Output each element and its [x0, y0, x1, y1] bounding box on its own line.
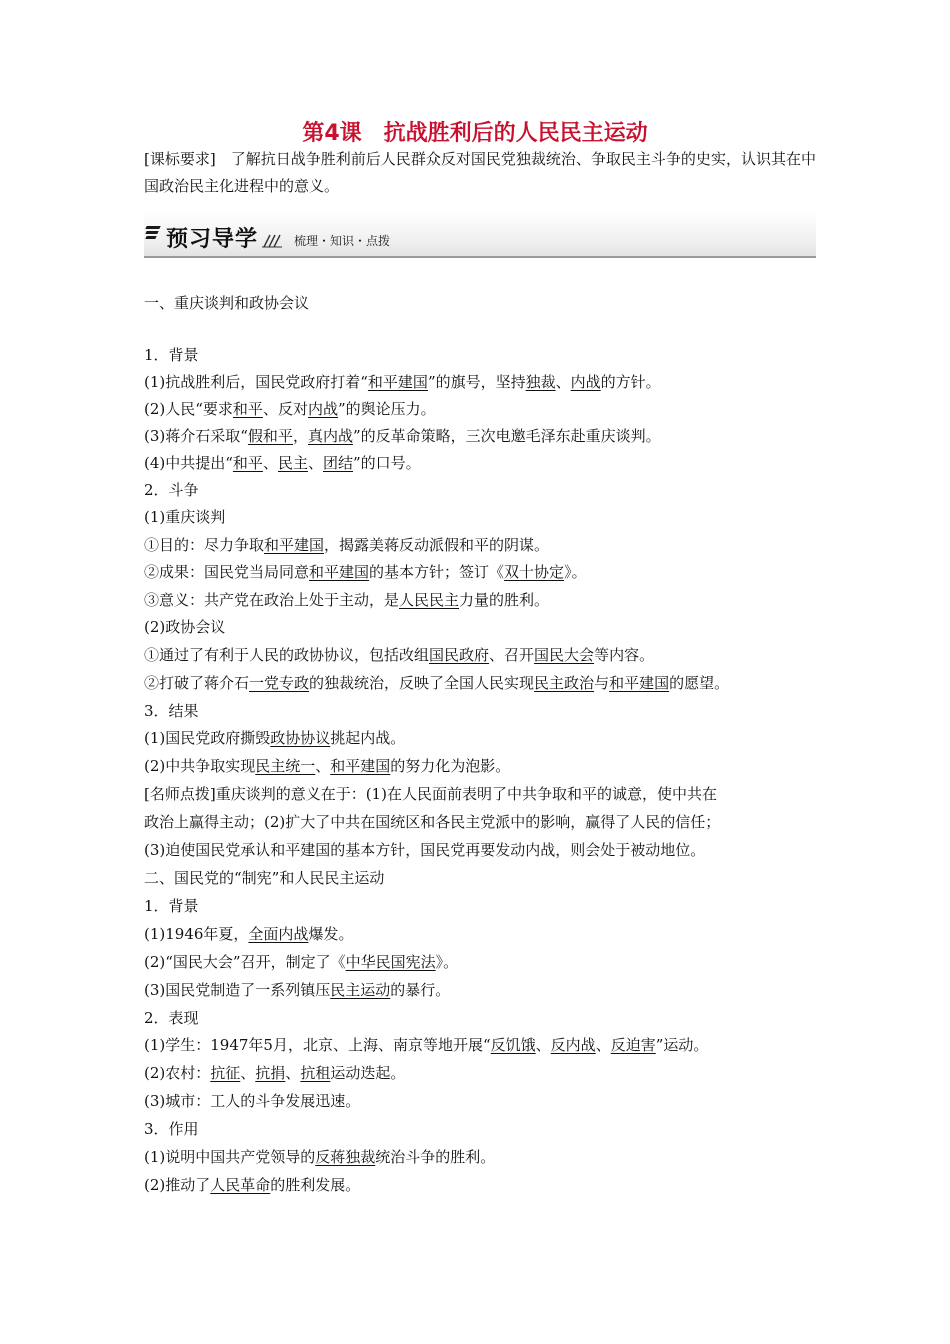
answer-keyword: 和平	[232, 454, 263, 472]
text-fragment: ①目的：尽力争取	[144, 536, 265, 554]
text-fragment: 》。	[435, 953, 459, 971]
text-fragment: 、	[555, 373, 571, 391]
answer-keyword: 中华民国宪法	[345, 953, 436, 971]
text-fragment: ②打破了蒋介石	[144, 674, 250, 692]
text-fragment: 3．作用	[144, 1120, 199, 1138]
text-fragment: 、	[535, 1036, 551, 1054]
text-fragment: 挑起内战。	[330, 729, 406, 747]
banner-subtitle: 梳理・知识・点拨	[294, 234, 391, 248]
answer-keyword: 一党专政	[249, 674, 310, 692]
text-line	[144, 699, 824, 723]
text-fragment: (1)重庆谈判	[144, 508, 226, 526]
answer-keyword: 团结	[322, 454, 353, 472]
stripes-icon	[146, 226, 160, 244]
answer-keyword: 抗捐	[255, 1064, 286, 1082]
text-fragment: 、	[262, 454, 278, 472]
text-fragment: 爆发。	[308, 925, 354, 943]
answer-keyword: 反迫害	[610, 1036, 656, 1054]
text-line	[144, 505, 824, 529]
text-fragment: 、	[240, 1064, 256, 1082]
text-line	[144, 1173, 824, 1197]
answer-keyword: 反饥饿	[490, 1036, 536, 1054]
text-fragment: (3)国民党制造了一系列镇压	[144, 981, 331, 999]
requirement-label: [课标要求]	[144, 150, 216, 168]
text-fragment: (1)国民党政府撕毁	[144, 729, 271, 747]
text-fragment: (4)中共提出“	[144, 454, 233, 472]
text-fragment: 的努力化为泡影。	[390, 757, 511, 775]
text-fragment: ”运动。	[655, 1036, 709, 1054]
text-line	[144, 478, 824, 502]
text-line	[144, 560, 824, 584]
answer-keyword: 民主政治	[534, 674, 595, 692]
text-fragment: 的胜利发展。	[270, 1176, 361, 1194]
answer-keyword: 内战	[570, 373, 601, 391]
answer-keyword: 和平建国	[330, 757, 391, 775]
text-line	[144, 424, 824, 448]
text-line	[144, 397, 824, 421]
slash-marks-icon	[262, 234, 282, 248]
preview-guide-banner	[144, 212, 816, 258]
text-fragment: 3．结果	[144, 702, 199, 720]
answer-keyword: 抗征	[210, 1064, 241, 1082]
text-fragment: 、反对	[262, 400, 308, 418]
answer-keyword: 人民民主	[399, 591, 460, 609]
text-fragment: (1)1946年夏，	[144, 925, 249, 943]
answer-keyword: 民主统一	[255, 757, 316, 775]
text-line	[144, 291, 824, 315]
curriculum-requirement	[144, 146, 816, 200]
text-line	[144, 451, 824, 475]
answer-keyword: 和平建国	[264, 536, 325, 554]
requirement-text: 了解抗日战争胜利前后人民群众反对国民党独裁统治、争取民主斗争的史实，认识其在中国政治民主化进程中的意义。	[144, 150, 816, 195]
answer-keyword: 和平建国	[367, 373, 428, 391]
answer-keyword: 假和平	[247, 427, 293, 445]
text-fragment: 2．斗争	[144, 481, 199, 499]
text-fragment: 的方针。	[600, 373, 661, 391]
text-fragment: (2)中共争取实现	[144, 757, 256, 775]
text-line	[144, 1145, 824, 1169]
answer-keyword: 和平建国	[609, 674, 670, 692]
text-fragment: 二、国民党的“制宪”和人民民主运动	[144, 869, 385, 887]
text-fragment: (1)说明中国共产党领导的	[144, 1148, 316, 1166]
text-line	[144, 726, 824, 750]
text-line	[144, 950, 824, 974]
text-line	[144, 1089, 824, 1113]
text-line	[144, 671, 824, 695]
text-fragment: 、召开	[489, 646, 535, 664]
text-line	[144, 1033, 824, 1057]
text-fragment: ，	[292, 427, 308, 445]
answer-keyword: 独裁	[525, 373, 556, 391]
text-line	[144, 894, 824, 918]
text-line	[144, 782, 824, 806]
text-fragment: ”的口号。	[353, 454, 421, 472]
banner-heading: 预习导学	[166, 227, 259, 252]
answer-keyword: 民主运动	[330, 981, 391, 999]
text-fragment: 政治上赢得主动；(2)扩大了中共在国统区和各民主党派中的影响，赢得了人民的信任；	[144, 813, 721, 831]
answer-keyword: 反蒋独裁	[315, 1148, 376, 1166]
text-line	[144, 922, 824, 946]
text-fragment: 1．背景	[144, 897, 199, 915]
answer-keyword: 国民政府	[429, 646, 490, 664]
text-line	[144, 978, 824, 1002]
text-fragment: 运动迭起。	[330, 1064, 406, 1082]
answer-keyword: 和平	[232, 400, 263, 418]
text-line	[144, 533, 824, 557]
text-fragment: 的愿望。	[669, 674, 730, 692]
text-fragment: 与	[594, 674, 610, 692]
answer-keyword: 民主	[277, 454, 308, 472]
text-fragment: ”的舆论压力。	[337, 400, 436, 418]
text-fragment: ，揭露美蒋反动派假和平的阴谋。	[324, 536, 550, 554]
text-line	[144, 866, 824, 890]
text-fragment: (3)城市：工人的斗争发展迅速。	[144, 1092, 361, 1110]
text-fragment: (2)“国民大会”召开，制定了《	[144, 953, 346, 971]
text-fragment: 的基本方针；签订《	[369, 563, 505, 581]
text-fragment: 、	[595, 1036, 611, 1054]
answer-keyword: 抗租	[300, 1064, 331, 1082]
text-fragment: 、	[315, 757, 331, 775]
text-fragment: ②成果：国民党当局同意	[144, 563, 310, 581]
text-fragment: (3)迫使国民党承认和平建国的基本方针，国民党再要发动内战，则会处于被动地位。	[144, 841, 706, 859]
text-line	[144, 615, 824, 639]
text-fragment: 、	[285, 1064, 301, 1082]
text-fragment: (2)政协会议	[144, 618, 226, 636]
text-fragment: 、	[307, 454, 323, 472]
answer-keyword: 反内战	[550, 1036, 596, 1054]
text-fragment: (1)学生：1947年5月，北京、上海、南京等地开展“	[144, 1036, 491, 1054]
text-line	[144, 1117, 824, 1141]
text-fragment: 统治斗争的胜利。	[375, 1148, 496, 1166]
text-line	[144, 370, 824, 394]
text-fragment: (2)农村：	[144, 1064, 211, 1082]
answer-keyword: 真内战	[307, 427, 353, 445]
text-fragment: 2．表现	[144, 1009, 199, 1027]
answer-keyword: 国民大会	[534, 646, 595, 664]
text-fragment: ”的反革命策略，三次电邀毛泽东赴重庆谈判。	[352, 427, 661, 445]
text-fragment: (1)抗战胜利后，国民党政府打着“	[144, 373, 368, 391]
text-line	[144, 1006, 824, 1030]
answer-keyword: 全面内战	[248, 925, 309, 943]
text-line	[144, 588, 824, 612]
text-line	[144, 810, 824, 834]
text-fragment: [名师点拨]重庆谈判的意义在于：(1)在人民面前表明了中共争取和平的诚意，使中共在	[144, 785, 717, 803]
text-fragment: ”的旗号，坚持	[427, 373, 526, 391]
answer-keyword: 人民革命	[210, 1176, 271, 1194]
text-fragment: 等内容。	[594, 646, 655, 664]
text-fragment: 一、重庆谈判和政协会议	[144, 294, 310, 312]
lesson-title: 第4课 抗战胜利后的人民民主运动	[302, 121, 648, 146]
text-fragment: 的暴行。	[390, 981, 451, 999]
text-fragment: 》。	[564, 563, 587, 581]
text-fragment: (2)人民“要求	[144, 400, 233, 418]
text-fragment: 的独裁统治，反映了全国人民实现	[309, 674, 535, 692]
text-line	[144, 643, 824, 667]
text-fragment: (2)推动了	[144, 1176, 211, 1194]
text-fragment: 力量的胜利。	[459, 591, 550, 609]
text-fragment: (3)蒋介石采取“	[144, 427, 248, 445]
text-line	[144, 754, 824, 778]
answer-keyword: 内战	[307, 400, 338, 418]
text-fragment: ③意义：共产党在政治上处于主动，是	[144, 591, 400, 609]
text-fragment: ①通过了有利于人民的政协协议，包括改组	[144, 646, 430, 664]
text-line	[144, 343, 824, 367]
text-line	[144, 838, 824, 862]
answer-keyword: 政协协议	[270, 729, 331, 747]
text-line	[144, 1061, 824, 1085]
text-fragment: 1．背景	[144, 346, 199, 364]
answer-keyword: 双十协定	[504, 563, 565, 581]
answer-keyword: 和平建国	[309, 563, 370, 581]
